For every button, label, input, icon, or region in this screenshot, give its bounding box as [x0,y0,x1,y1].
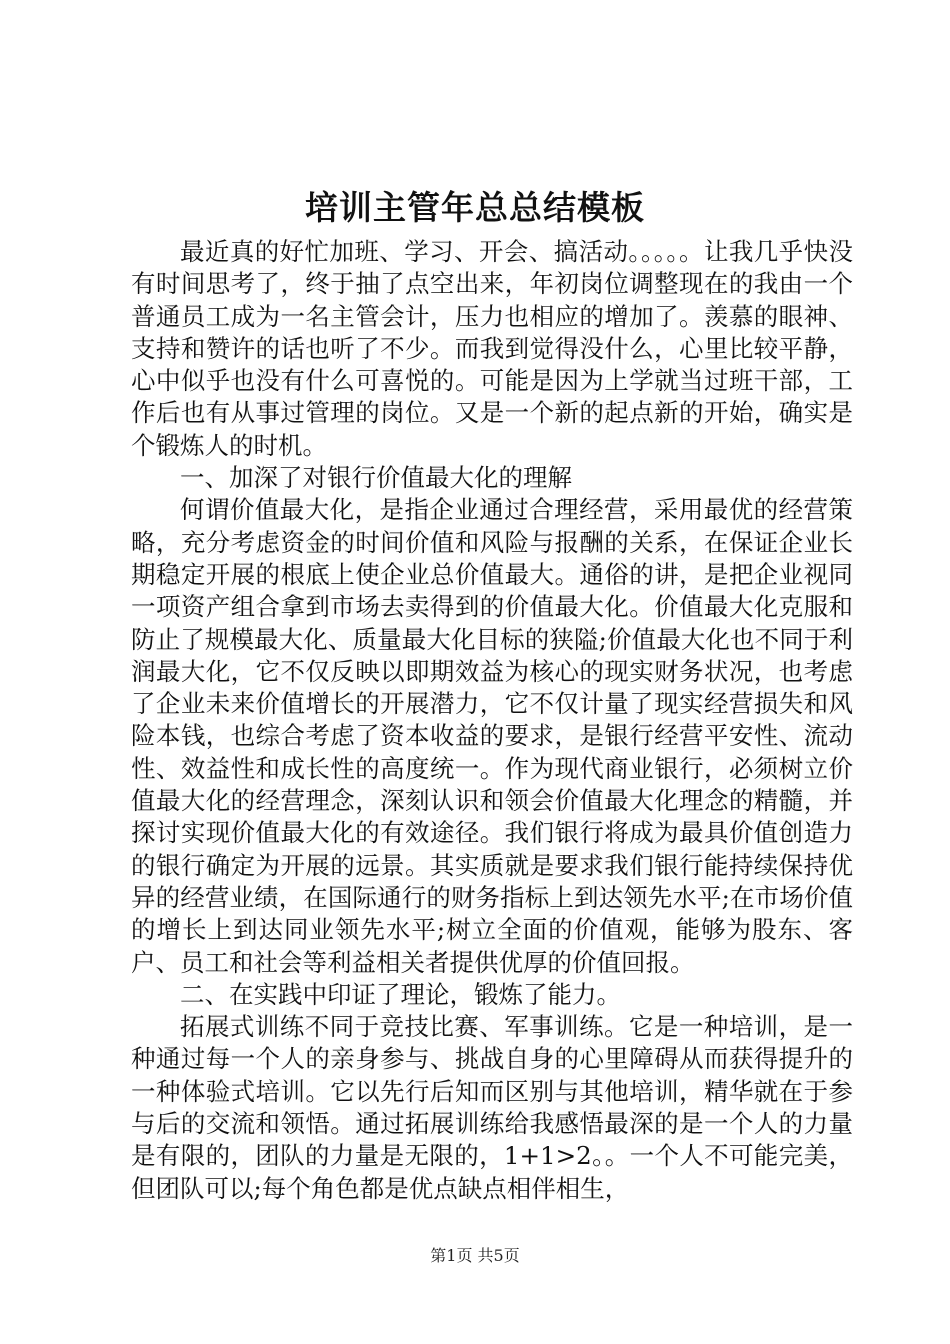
paragraph-value-maximization: 何谓价值最大化，是指企业通过合理经营，采用最优的经营策略，充分考虑资金的时间价值和风险与报酬的关系，在保证企业长期稳定开展的根底上使企业总价值最大。通俗的讲，是把企业视同一项资产组合拿到市场去卖得到的价值最大化。价值最大化克服和防止了规模最大化、质量最大化目标的狭隘;价值最大化也不同于利润最大化，它不仅反映以即期效益为核心的现实财务状况，也考虑了企业未来价值增长的开展潜力，它不仅计量了现实经营损失和风险本钱，也综合考虑了资本收益的要求，是银行经营平安性、流动性、效益性和成长性的高度统一。作为现代商业银行，必须树立价值最大化的经营理念，深刻认识和领会价值最大化理念的精髓，并探讨实现价值最大化的有效途径。我们银行将成为最具价值创造力的银行确定为开展的远景。其实质就是要求我们银行能持续保持优异的经营业绩，在国际通行的财务指标上到达领先水平;在市场价值的增长上到达同业领先水平;树立全面的价值观，能够为股东、客户、员工和社会等利益相关者提供优厚的价值回报。 [131,495,853,977]
page-footer: 第1页 共5页 [430,1246,520,1265]
document-title: 培训主管年总总结模板 [305,188,645,227]
paragraph-expansion-training: 拓展式训练不同于竞技比赛、军事训练。它是一种培训，是一种通过每一个人的亲身参与、挑战自身的心里障碍从而获得提升的一种体验式培训。它以先行后知而区别与其他培训，精华就在于参与后的交流和领悟。通过拓展训练给我感悟最深的是一个人的力量是有限的，团队的力量是无限的，1+1>2。。一个人不可能完美，但团队可以;每个角色都是优点缺点相伴相生， [131,1012,853,1203]
document-body [131,236,853,1205]
section-heading-1: 一、加深了对银行价值最大化的理解 [180,463,572,493]
section-heading-2: 二、在实践中印证了理论，锻炼了能力。 [180,979,621,1009]
paragraph-intro: 最近真的好忙加班、学习、开会、搞活动。。。。。让我几乎快没有时间思考了，终于抽了点空出来，年初岗位调整现在的我由一个普通员工成为一名主管会计，压力也相应的增加了。羡慕的眼神、支持和赞许的话也听了不少。而我到觉得没什么，心里比较平静，心中似乎也没有什么可喜悦的。可能是因为上学就当过班干部，工作后也有从事过管理的岗位。又是一个新的起点新的开始，确实是个锻炼人的时机。 [131,237,853,460]
